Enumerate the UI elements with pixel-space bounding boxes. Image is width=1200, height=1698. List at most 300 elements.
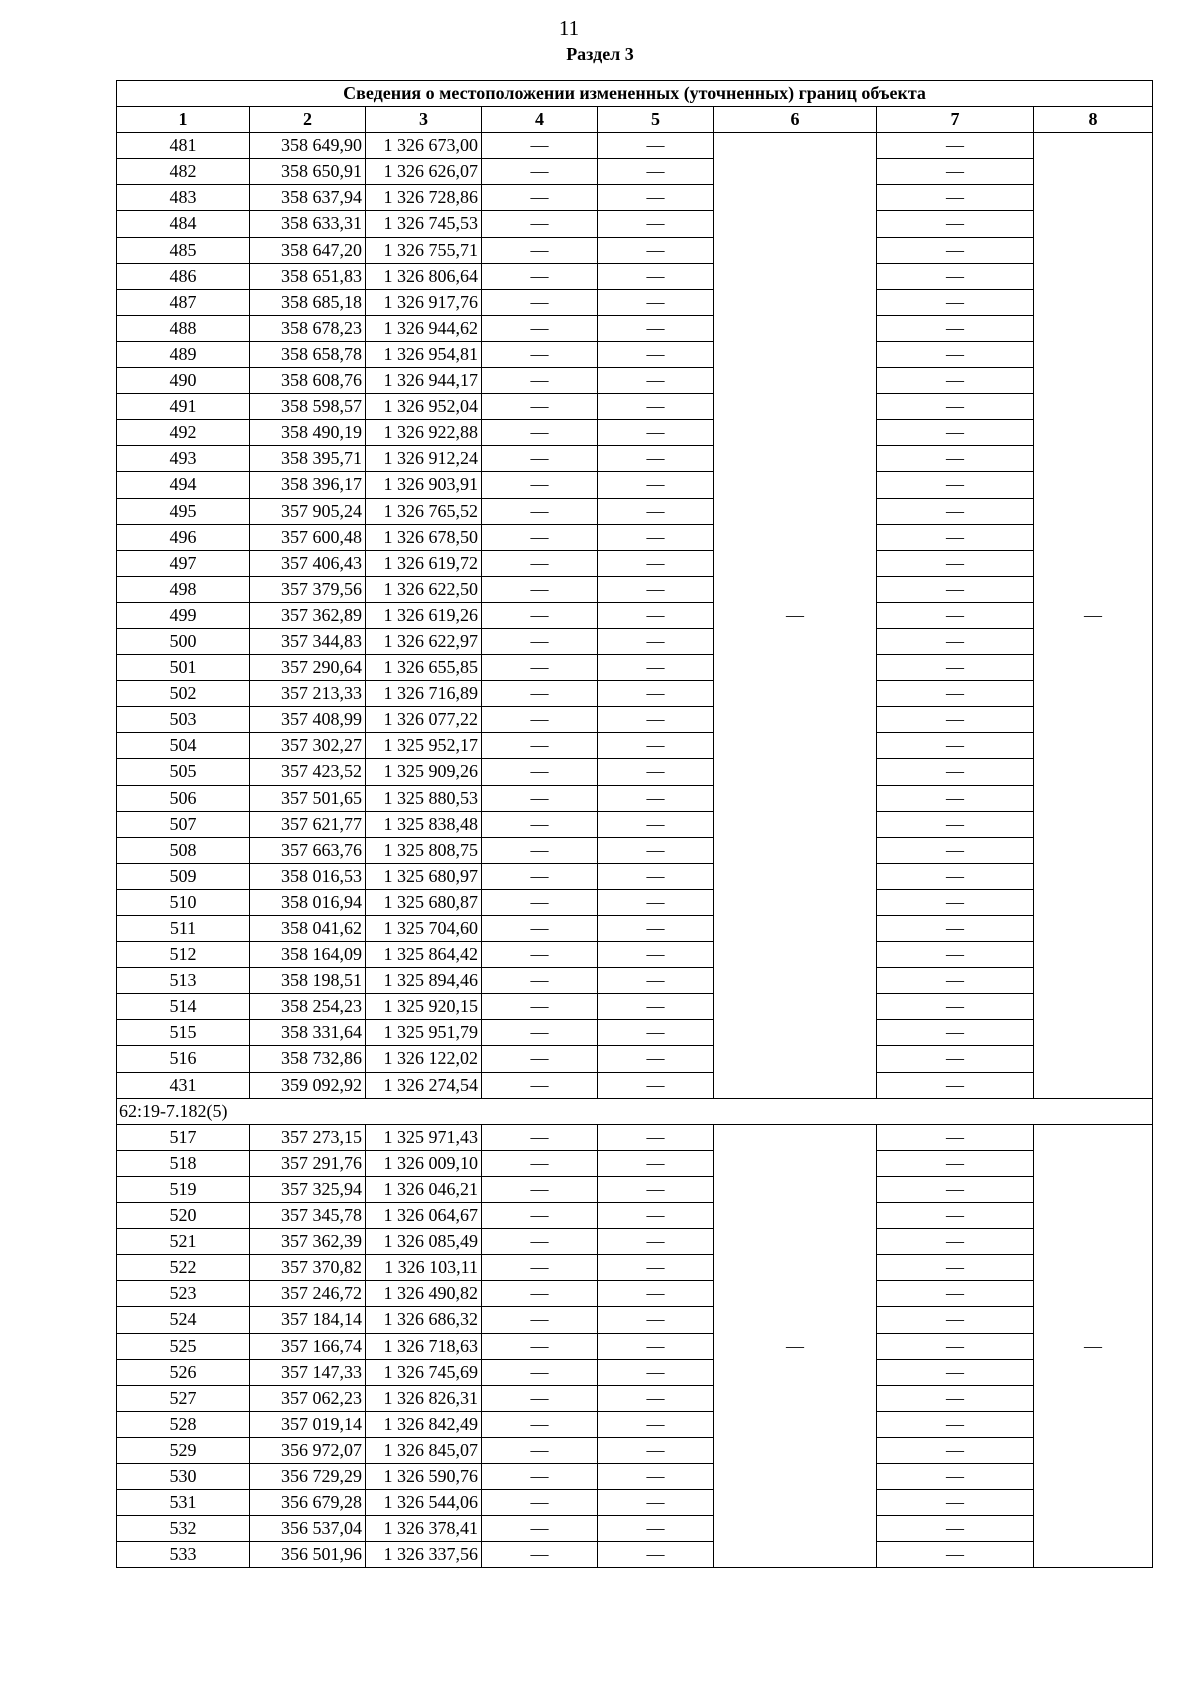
col5-cell: — (598, 237, 714, 263)
x-coordinate-cell: 359 092,92 (250, 1072, 366, 1098)
x-coordinate-cell: 356 972,07 (250, 1437, 366, 1463)
x-coordinate-cell: 358 649,90 (250, 133, 366, 159)
x-coordinate-cell: 357 291,76 (250, 1150, 366, 1176)
table-row (117, 1150, 1153, 1176)
table-row (117, 655, 1153, 681)
col5-cell: — (598, 811, 714, 837)
y-coordinate-cell: 1 325 880,53 (366, 785, 482, 811)
y-coordinate-cell: 1 326 655,85 (366, 655, 482, 681)
column-header: 5 (598, 107, 714, 133)
x-coordinate-cell: 358 331,64 (250, 1020, 366, 1046)
x-coordinate-cell: 358 650,91 (250, 159, 366, 185)
x-coordinate-cell: 358 608,76 (250, 368, 366, 394)
col4-cell: — (482, 863, 598, 889)
point-number-cell: 521 (117, 1229, 250, 1255)
table-row (117, 994, 1153, 1020)
y-coordinate-cell: 1 326 274,54 (366, 1072, 482, 1098)
col5-cell: — (598, 498, 714, 524)
col4-cell: — (482, 185, 598, 211)
x-coordinate-cell: 357 344,83 (250, 628, 366, 654)
y-coordinate-cell: 1 326 673,00 (366, 133, 482, 159)
col5-cell: — (598, 420, 714, 446)
col4-cell: — (482, 602, 598, 628)
table-row (117, 159, 1153, 185)
x-coordinate-cell: 358 396,17 (250, 472, 366, 498)
col7-cell: — (877, 681, 1034, 707)
col7-cell: — (877, 1411, 1034, 1437)
col7-cell: — (877, 1437, 1034, 1463)
col4-cell: — (482, 1307, 598, 1333)
col7-cell: — (877, 576, 1034, 602)
y-coordinate-cell: 1 326 944,17 (366, 368, 482, 394)
col4-cell: — (482, 733, 598, 759)
table-row (117, 889, 1153, 915)
table-row (117, 1542, 1153, 1568)
point-number-cell: 498 (117, 576, 250, 602)
col4-cell: — (482, 681, 598, 707)
table-row (117, 811, 1153, 837)
table-row (117, 968, 1153, 994)
col4-cell: — (482, 889, 598, 915)
col7-cell: — (877, 1281, 1034, 1307)
y-coordinate-cell: 1 326 337,56 (366, 1542, 482, 1568)
y-coordinate-cell: 1 326 064,67 (366, 1203, 482, 1229)
col4-cell: — (482, 289, 598, 315)
y-coordinate-cell: 1 326 944,62 (366, 315, 482, 341)
col4-cell: — (482, 237, 598, 263)
col5-cell: — (598, 942, 714, 968)
col7-cell: — (877, 759, 1034, 785)
point-number-cell: 506 (117, 785, 250, 811)
y-coordinate-cell: 1 326 122,02 (366, 1046, 482, 1072)
y-coordinate-cell: 1 325 920,15 (366, 994, 482, 1020)
col7-cell: — (877, 1020, 1034, 1046)
col4-cell: — (482, 759, 598, 785)
col5-cell: — (598, 185, 714, 211)
point-number-cell: 490 (117, 368, 250, 394)
col5-cell: — (598, 368, 714, 394)
x-coordinate-cell: 357 147,33 (250, 1359, 366, 1385)
col7-cell: — (877, 1463, 1034, 1489)
point-number-cell: 511 (117, 916, 250, 942)
x-coordinate-cell: 357 246,72 (250, 1281, 366, 1307)
col5-cell: — (598, 1490, 714, 1516)
point-number-cell: 500 (117, 628, 250, 654)
point-number-cell: 514 (117, 994, 250, 1020)
table-row (117, 1490, 1153, 1516)
x-coordinate-cell: 358 637,94 (250, 185, 366, 211)
col5-cell: — (598, 1411, 714, 1437)
col7-cell: — (877, 237, 1034, 263)
point-number-cell: 489 (117, 341, 250, 367)
point-number-cell: 484 (117, 211, 250, 237)
col7-cell: — (877, 785, 1034, 811)
x-coordinate-cell: 357 362,39 (250, 1229, 366, 1255)
section-title: Раздел 3 (566, 44, 634, 64)
x-coordinate-cell: 358 633,31 (250, 211, 366, 237)
table-row (117, 1124, 1153, 1150)
col5-cell: — (598, 211, 714, 237)
point-number-cell: 501 (117, 655, 250, 681)
table-row (117, 785, 1153, 811)
col7-cell: — (877, 289, 1034, 315)
col5-cell: — (598, 681, 714, 707)
col5-cell: — (598, 133, 714, 159)
col7-cell: — (877, 1307, 1034, 1333)
col7-cell: — (877, 498, 1034, 524)
y-coordinate-cell: 1 326 718,63 (366, 1333, 482, 1359)
column-header: 2 (250, 107, 366, 133)
table-row (117, 1072, 1153, 1098)
table-row (117, 133, 1153, 159)
y-coordinate-cell: 1 326 903,91 (366, 472, 482, 498)
table-row (117, 472, 1153, 498)
point-number-cell: 505 (117, 759, 250, 785)
table-row (117, 524, 1153, 550)
col7-cell: — (877, 550, 1034, 576)
col4-cell: — (482, 1255, 598, 1281)
col4-cell: — (482, 1490, 598, 1516)
col7-cell: — (877, 837, 1034, 863)
point-number-cell: 520 (117, 1203, 250, 1229)
point-number-cell: 496 (117, 524, 250, 550)
col5-cell: — (598, 1359, 714, 1385)
point-number-cell: 526 (117, 1359, 250, 1385)
table-row (117, 263, 1153, 289)
col5-cell: — (598, 1046, 714, 1072)
point-number-cell: 503 (117, 707, 250, 733)
col4-cell: — (482, 628, 598, 654)
col4-cell: — (482, 341, 598, 367)
table-row (117, 341, 1153, 367)
x-coordinate-cell: 357 905,24 (250, 498, 366, 524)
col7-cell: — (877, 446, 1034, 472)
x-coordinate-cell: 358 016,94 (250, 889, 366, 915)
point-number-cell: 491 (117, 394, 250, 420)
y-coordinate-cell: 1 326 678,50 (366, 524, 482, 550)
y-coordinate-cell: 1 326 728,86 (366, 185, 482, 211)
col5-cell: — (598, 863, 714, 889)
table-row (117, 394, 1153, 420)
col7-cell: — (877, 368, 1034, 394)
col5-cell: — (598, 1150, 714, 1176)
y-coordinate-cell: 1 325 971,43 (366, 1124, 482, 1150)
col4-cell: — (482, 1072, 598, 1098)
col5-cell: — (598, 759, 714, 785)
header-row (117, 107, 1153, 133)
col7-cell: — (877, 263, 1034, 289)
col5-cell: — (598, 1542, 714, 1568)
col7-cell: — (877, 472, 1034, 498)
col4-cell: — (482, 916, 598, 942)
col7-cell: — (877, 1516, 1034, 1542)
col5-cell: — (598, 446, 714, 472)
point-number-cell: 525 (117, 1333, 250, 1359)
point-number-cell: 516 (117, 1046, 250, 1072)
col5-cell: — (598, 1203, 714, 1229)
table-body (117, 81, 1153, 1568)
col8-merged-cell: — (1034, 133, 1153, 1098)
point-number-cell: 517 (117, 1124, 250, 1150)
table-row (117, 1203, 1153, 1229)
x-coordinate-cell: 357 302,27 (250, 733, 366, 759)
col5-cell: — (598, 602, 714, 628)
col7-cell: — (877, 655, 1034, 681)
col5-cell: — (598, 1020, 714, 1046)
col7-cell: — (877, 524, 1034, 550)
x-coordinate-cell: 357 406,43 (250, 550, 366, 576)
point-number-cell: 529 (117, 1437, 250, 1463)
table-row (117, 550, 1153, 576)
x-coordinate-cell: 357 362,89 (250, 602, 366, 628)
x-coordinate-cell: 358 254,23 (250, 994, 366, 1020)
col4-cell: — (482, 655, 598, 681)
col4-cell: — (482, 1229, 598, 1255)
point-number-cell: 512 (117, 942, 250, 968)
col5-cell: — (598, 1072, 714, 1098)
col5-cell: — (598, 289, 714, 315)
col4-cell: — (482, 1411, 598, 1437)
col7-cell: — (877, 1203, 1034, 1229)
col5-cell: — (598, 159, 714, 185)
col5-cell: — (598, 472, 714, 498)
y-coordinate-cell: 1 326 626,07 (366, 159, 482, 185)
x-coordinate-cell: 357 423,52 (250, 759, 366, 785)
y-coordinate-cell: 1 326 917,76 (366, 289, 482, 315)
x-coordinate-cell: 357 501,65 (250, 785, 366, 811)
col4-cell: — (482, 994, 598, 1020)
table-row (117, 942, 1153, 968)
point-number-cell: 531 (117, 1490, 250, 1516)
y-coordinate-cell: 1 326 619,26 (366, 602, 482, 628)
x-coordinate-cell: 357 325,94 (250, 1176, 366, 1202)
col7-cell: — (877, 315, 1034, 341)
y-coordinate-cell: 1 326 745,69 (366, 1359, 482, 1385)
table-row (117, 1359, 1153, 1385)
x-coordinate-cell: 357 408,99 (250, 707, 366, 733)
table-caption: Сведения о местоположении измененных (уточненных) границ объекта (117, 81, 1153, 107)
table-row (117, 1281, 1153, 1307)
x-coordinate-cell: 357 184,14 (250, 1307, 366, 1333)
col5-cell: — (598, 1385, 714, 1411)
col7-cell: — (877, 1072, 1034, 1098)
table-row (117, 602, 1153, 628)
x-coordinate-cell: 357 600,48 (250, 524, 366, 550)
table-row (117, 420, 1153, 446)
col7-cell: — (877, 185, 1034, 211)
y-coordinate-cell: 1 326 590,76 (366, 1463, 482, 1489)
point-number-cell: 488 (117, 315, 250, 341)
point-number-cell: 504 (117, 733, 250, 759)
point-number-cell: 530 (117, 1463, 250, 1489)
col4-cell: — (482, 420, 598, 446)
point-number-cell: 499 (117, 602, 250, 628)
point-number-cell: 510 (117, 889, 250, 915)
col4-cell: — (482, 368, 598, 394)
x-coordinate-cell: 358 685,18 (250, 289, 366, 315)
col7-cell: — (877, 1542, 1034, 1568)
col7-cell: — (877, 1359, 1034, 1385)
y-coordinate-cell: 1 326 716,89 (366, 681, 482, 707)
point-number-cell: 509 (117, 863, 250, 889)
x-coordinate-cell: 358 016,53 (250, 863, 366, 889)
col5-cell: — (598, 1307, 714, 1333)
col7-cell: — (877, 1150, 1034, 1176)
col4-cell: — (482, 315, 598, 341)
col7-cell: — (877, 707, 1034, 733)
col4-cell: — (482, 837, 598, 863)
col4-cell: — (482, 1385, 598, 1411)
y-coordinate-cell: 1 325 838,48 (366, 811, 482, 837)
col5-cell: — (598, 968, 714, 994)
y-coordinate-cell: 1 326 806,64 (366, 263, 482, 289)
col7-cell: — (877, 733, 1034, 759)
col4-cell: — (482, 394, 598, 420)
col4-cell: — (482, 1463, 598, 1489)
col7-cell: — (877, 628, 1034, 654)
col5-cell: — (598, 1437, 714, 1463)
col5-cell: — (598, 837, 714, 863)
table-row (117, 863, 1153, 889)
point-number-cell: 524 (117, 1307, 250, 1333)
table-row (117, 1020, 1153, 1046)
col7-cell: — (877, 1176, 1034, 1202)
table-row (117, 707, 1153, 733)
point-number-cell: 523 (117, 1281, 250, 1307)
col7-cell: — (877, 1333, 1034, 1359)
col5-cell: — (598, 1333, 714, 1359)
col7-cell: — (877, 1490, 1034, 1516)
x-coordinate-cell: 357 621,77 (250, 811, 366, 837)
point-number-cell: 482 (117, 159, 250, 185)
x-coordinate-cell: 356 537,04 (250, 1516, 366, 1542)
point-number-cell: 495 (117, 498, 250, 524)
col7-cell: — (877, 811, 1034, 837)
col4-cell: — (482, 1124, 598, 1150)
column-header: 3 (366, 107, 482, 133)
column-header: 6 (714, 107, 877, 133)
y-coordinate-cell: 1 326 842,49 (366, 1411, 482, 1437)
col7-cell: — (877, 994, 1034, 1020)
point-number-cell: 519 (117, 1176, 250, 1202)
point-number-cell: 532 (117, 1516, 250, 1542)
point-number-cell: 487 (117, 289, 250, 315)
col7-cell: — (877, 1229, 1034, 1255)
col5-cell: — (598, 1281, 714, 1307)
y-coordinate-cell: 1 326 619,72 (366, 550, 482, 576)
col7-cell: — (877, 1046, 1034, 1072)
col7-cell: — (877, 968, 1034, 994)
col4-cell: — (482, 1359, 598, 1385)
point-number-cell: 515 (117, 1020, 250, 1046)
point-number-cell: 492 (117, 420, 250, 446)
point-number-cell: 485 (117, 237, 250, 263)
table-row (117, 1385, 1153, 1411)
x-coordinate-cell: 357 663,76 (250, 837, 366, 863)
col4-cell: — (482, 968, 598, 994)
col5-cell: — (598, 550, 714, 576)
x-coordinate-cell: 357 062,23 (250, 1385, 366, 1411)
y-coordinate-cell: 1 325 894,46 (366, 968, 482, 994)
y-coordinate-cell: 1 325 952,17 (366, 733, 482, 759)
table-row (117, 916, 1153, 942)
x-coordinate-cell: 358 395,71 (250, 446, 366, 472)
x-coordinate-cell: 358 647,20 (250, 237, 366, 263)
point-number-cell: 483 (117, 185, 250, 211)
x-coordinate-cell: 356 501,96 (250, 1542, 366, 1568)
point-number-cell: 518 (117, 1150, 250, 1176)
y-coordinate-cell: 1 326 912,24 (366, 446, 482, 472)
col4-cell: — (482, 811, 598, 837)
col4-cell: — (482, 1150, 598, 1176)
col4-cell: — (482, 133, 598, 159)
col4-cell: — (482, 576, 598, 602)
x-coordinate-cell: 357 345,78 (250, 1203, 366, 1229)
x-coordinate-cell: 358 198,51 (250, 968, 366, 994)
y-coordinate-cell: 1 326 622,50 (366, 576, 482, 602)
col5-cell: — (598, 263, 714, 289)
col7-cell: — (877, 889, 1034, 915)
point-number-cell: 486 (117, 263, 250, 289)
table-row (117, 315, 1153, 341)
col7-cell: — (877, 420, 1034, 446)
table-row (117, 1307, 1153, 1333)
col4-cell: — (482, 1176, 598, 1202)
col5-cell: — (598, 655, 714, 681)
col4-cell: — (482, 524, 598, 550)
col5-cell: — (598, 1124, 714, 1150)
col7-cell: — (877, 602, 1034, 628)
table-row (117, 759, 1153, 785)
table-row (117, 368, 1153, 394)
y-coordinate-cell: 1 326 826,31 (366, 1385, 482, 1411)
table-row (117, 185, 1153, 211)
x-coordinate-cell: 357 290,64 (250, 655, 366, 681)
y-coordinate-cell: 1 326 046,21 (366, 1176, 482, 1202)
point-number-cell: 528 (117, 1411, 250, 1437)
column-header: 8 (1034, 107, 1153, 133)
group-label-row (117, 1098, 1153, 1124)
table-row (117, 1463, 1153, 1489)
table-row (117, 237, 1153, 263)
x-coordinate-cell: 357 370,82 (250, 1255, 366, 1281)
boundary-coordinates-table (116, 80, 1153, 1568)
table-row (117, 1229, 1153, 1255)
point-number-cell: 502 (117, 681, 250, 707)
col5-cell: — (598, 1176, 714, 1202)
x-coordinate-cell: 357 273,15 (250, 1124, 366, 1150)
col4-cell: — (482, 472, 598, 498)
col5-cell: — (598, 1255, 714, 1281)
table-row (117, 1437, 1153, 1463)
col5-cell: — (598, 394, 714, 420)
table-row (117, 1411, 1153, 1437)
col4-cell: — (482, 942, 598, 968)
y-coordinate-cell: 1 326 009,10 (366, 1150, 482, 1176)
point-number-cell: 522 (117, 1255, 250, 1281)
y-coordinate-cell: 1 326 765,52 (366, 498, 482, 524)
x-coordinate-cell: 358 598,57 (250, 394, 366, 420)
col5-cell: — (598, 576, 714, 602)
group-label: 62:19-7.182(5) (117, 1098, 1153, 1124)
col4-cell: — (482, 1281, 598, 1307)
table-row (117, 1176, 1153, 1202)
col4-cell: — (482, 263, 598, 289)
y-coordinate-cell: 1 326 622,97 (366, 628, 482, 654)
table-row (117, 733, 1153, 759)
col7-cell: — (877, 341, 1034, 367)
col5-cell: — (598, 315, 714, 341)
